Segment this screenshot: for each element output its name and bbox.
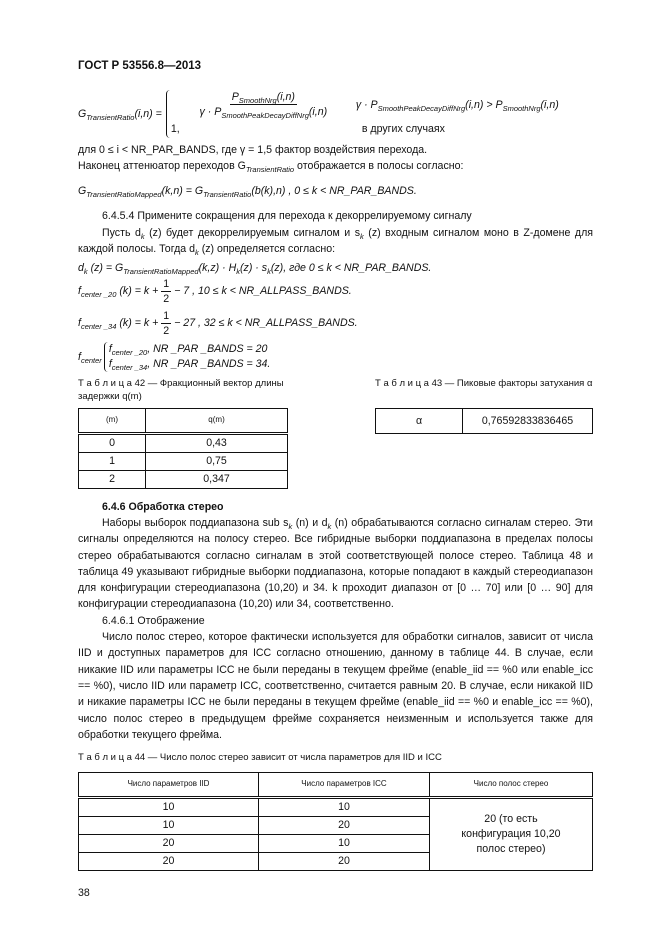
formula-text: f (78, 285, 81, 298)
formula-sub: center (80, 355, 102, 365)
formula-transient-ratio (78, 90, 593, 137)
table-cell: 10 (259, 835, 430, 853)
formula-text: γ · P (199, 106, 222, 119)
formula-text: 1, (170, 123, 180, 136)
formula-sub: TransientRatio (203, 190, 252, 200)
text: (z) входным сигналом моно в Z-домене для каждой полосы. Тогда d (78, 226, 593, 256)
table-44 (78, 772, 593, 871)
table-cell: 20 (79, 853, 259, 871)
table-header: Число полос стерео (430, 773, 593, 798)
formula-f20 (78, 277, 593, 306)
page-content (78, 0, 593, 921)
formula-text: (z), где 0 ≤ k < NR_PAR_BANDS. (270, 262, 432, 275)
formula-text: (i,n) (276, 91, 295, 104)
formula-text: в других случаях (361, 123, 445, 136)
table-43-caption: Т а б л и ц а 43 — Пиковые факторы затухания α (375, 377, 593, 389)
formula-text: , NR _PAR _BANDS = 20 (147, 342, 268, 355)
formula-text: (k,n) = G (161, 185, 204, 198)
table-43-block (375, 377, 593, 489)
table-43 (375, 408, 593, 434)
formula-sub: k (288, 521, 293, 531)
table-42 (78, 408, 288, 489)
table-row (79, 798, 593, 817)
formula-text: γ · P (355, 98, 378, 111)
paragraph (78, 225, 593, 258)
table-row (376, 408, 593, 433)
table-header: Число параметров ICC (259, 773, 430, 798)
formula-sub: center _34 (80, 322, 117, 332)
document-header: ГОСТ Р 53556.8—2013 (78, 60, 202, 72)
formula-text: (k,z) · H (198, 262, 237, 275)
section-heading-646: 6.4.6 Обработка стерео (102, 500, 224, 513)
table-header: Число параметров IID (79, 773, 259, 798)
table-42-caption: Т а б л и ц а 42 — Фракционный вектор длины задержки q(m) (78, 377, 284, 402)
table-cell: α (376, 408, 463, 433)
tables-42-43 (78, 377, 593, 489)
formula-sub: SmoothPeakDecayDiffNrg (221, 111, 309, 121)
table-cell: 0,347 (146, 470, 288, 488)
formula-sub: k (267, 267, 271, 277)
formula-text: d (78, 262, 84, 275)
formula-sub: k (140, 231, 145, 241)
formula-text: (k) = k + (119, 317, 159, 330)
formula-text: (i,n) = (134, 107, 162, 120)
text-line (78, 158, 593, 174)
text-line: для 0 ≤ i < NR_PAR_BANDS, где γ = 1,5 фактор воздействия перехода. (78, 143, 428, 156)
formula-sub: SmoothNrg (238, 96, 277, 106)
formula-sub: k (327, 521, 332, 531)
table-cell: 0,43 (146, 433, 288, 452)
table-42-block (78, 377, 288, 489)
text: (z) определяется согласно: (198, 243, 336, 256)
table-cell: 2 (79, 470, 146, 488)
formula-text: (z) · s (240, 262, 268, 275)
text: (n) обрабатываются согласно сигналам стерео. Эти сигналы определяются на полосу стерео. Все гибридные выборки поддиапазона в пределах полосы стерео обрабатываются согласно сигналам в этой соответствующей полосе стерео. Таблица 48 и таблица 49 указывают гибридные выборки поддиапазона, которые попадают в каждый стереодиапазон для конфигурации стереодиапазона (10,20) и 34. k проходит диапазон от [0 … 70] или [0 … 90] для конфигурации стереодиапазона (10,20) или 34, соответственно. (78, 516, 593, 611)
text: Наборы выборок поддиапазона sub s (102, 516, 289, 529)
formula-sub: center _20 (111, 347, 148, 357)
table-cell: 10 (79, 817, 259, 835)
formula-fcenter: $f_{center}$ $f_{center \_20}$, NR _PAR _BANDS = 20 $f_{center \_34}$, NR _PAR _BANDS = 34. (78, 342, 271, 372)
formula-text: (z) = G (87, 262, 124, 275)
formula-text: , NR _PAR _BANDS = 34. (147, 357, 271, 370)
paragraph (78, 515, 593, 613)
section-heading-6461: 6.4.6.1 Отображение (102, 614, 205, 627)
table-cell: 20 (259, 853, 430, 871)
formula-sub: SmoothPeakDecayDiffNrg (377, 103, 466, 113)
paragraph: Число полос стерео, которое фактически используется для обработки сигналов, зависит от числа IID и доступных параметров для ICC согласно отношению, данному в таблице 44. В случае, если никакие IID или параметры ICC не были переданы в текущем фрейме (enable_iid == %0 или enable_icc == %0), число IID или параметр ICC, соответственно, считается равным 20. В случае, если никакой IID и никакие параметры ICC не были переданы в текущем фрейме (enable_iid == %0 и enable_icc == %0), число полос стерео в предыдущем фрейме сохраняется неизменным и используется также для обработки текущего фрейма. (78, 631, 593, 741)
table-header: q(m) (146, 408, 288, 433)
formula-sub: SmoothNrg (502, 103, 541, 113)
text: отображается в полосы согласно: (294, 159, 464, 172)
text: Пусть d (102, 226, 141, 239)
page-number: 38 (78, 887, 90, 900)
formula-text: − 27 , 32 ≤ k < NR_ALLPASS_BANDS. (174, 317, 358, 330)
formula-text: G (78, 107, 87, 120)
formula-sub: k (83, 267, 88, 277)
formula-text: f (78, 317, 81, 330)
formula-sub: TransientRatioMapped (86, 190, 162, 200)
text: (n) и d (292, 516, 328, 529)
formula-sub: center _20 (80, 290, 117, 300)
formula-text: 2 (163, 324, 170, 337)
formula-text: 2 (163, 292, 170, 305)
formula-sub: TransientRatio (86, 112, 135, 122)
formula-mapped (78, 183, 593, 199)
table-cell: 1 (79, 452, 146, 470)
table-header: (m) (79, 408, 146, 433)
formula-f34 (78, 309, 593, 338)
formula-text: (b(k),n) , 0 ≤ k < NR_PAR_BANDS. (251, 185, 417, 198)
text: Наконец аттенюатор переходов G (78, 159, 246, 172)
table-row (79, 452, 288, 470)
table-44-caption: Т а б л и ц а 44 — Число полос стерео зависит от числа параметров для IID и ICC (78, 752, 442, 764)
text: (z) будет декоррелируемым сигналом и s (144, 226, 361, 239)
formula-dk (78, 260, 593, 276)
formula-text: f (78, 350, 81, 363)
formula-text: (i,n) > P (465, 98, 503, 111)
formula-sub: TransientRatio (245, 164, 295, 174)
formula-text: (i,n) (540, 98, 559, 111)
formula-text: 1 (163, 309, 170, 322)
table-row (79, 433, 288, 452)
formula-sub: k (360, 231, 364, 241)
formula-sub: TransientRatioMapped (123, 267, 199, 277)
table-cell-merged: 20 (то есть конфигурация 10,20 полос стерео) (430, 798, 593, 871)
table-cell: 0,76592833836465 (463, 408, 593, 433)
formula-text: 1 (163, 277, 170, 290)
table-row (79, 470, 288, 488)
section-heading-6454: 6.4.5.4 Примените сокращения для перехода к декоррелируемому сигналу (102, 210, 472, 223)
table-cell: 20 (79, 835, 259, 853)
table-cell: 0,75 (146, 452, 288, 470)
formula-text: − 7 , 10 ≤ k < NR_ALLPASS_BANDS. (174, 285, 352, 298)
formula-sub: k (236, 267, 241, 277)
formula-sub: center _34 (111, 362, 148, 372)
formula-text: (i,n) (308, 106, 328, 119)
table-cell: 0 (79, 433, 146, 452)
table-cell: 10 (79, 798, 259, 817)
formula-text: P (231, 91, 239, 104)
formula-text: G (78, 185, 87, 198)
table-cell: 20 (259, 817, 430, 835)
formula-sub: k (195, 248, 199, 258)
table-cell: 10 (259, 798, 430, 817)
formula-text: (k) = k + (119, 285, 159, 298)
